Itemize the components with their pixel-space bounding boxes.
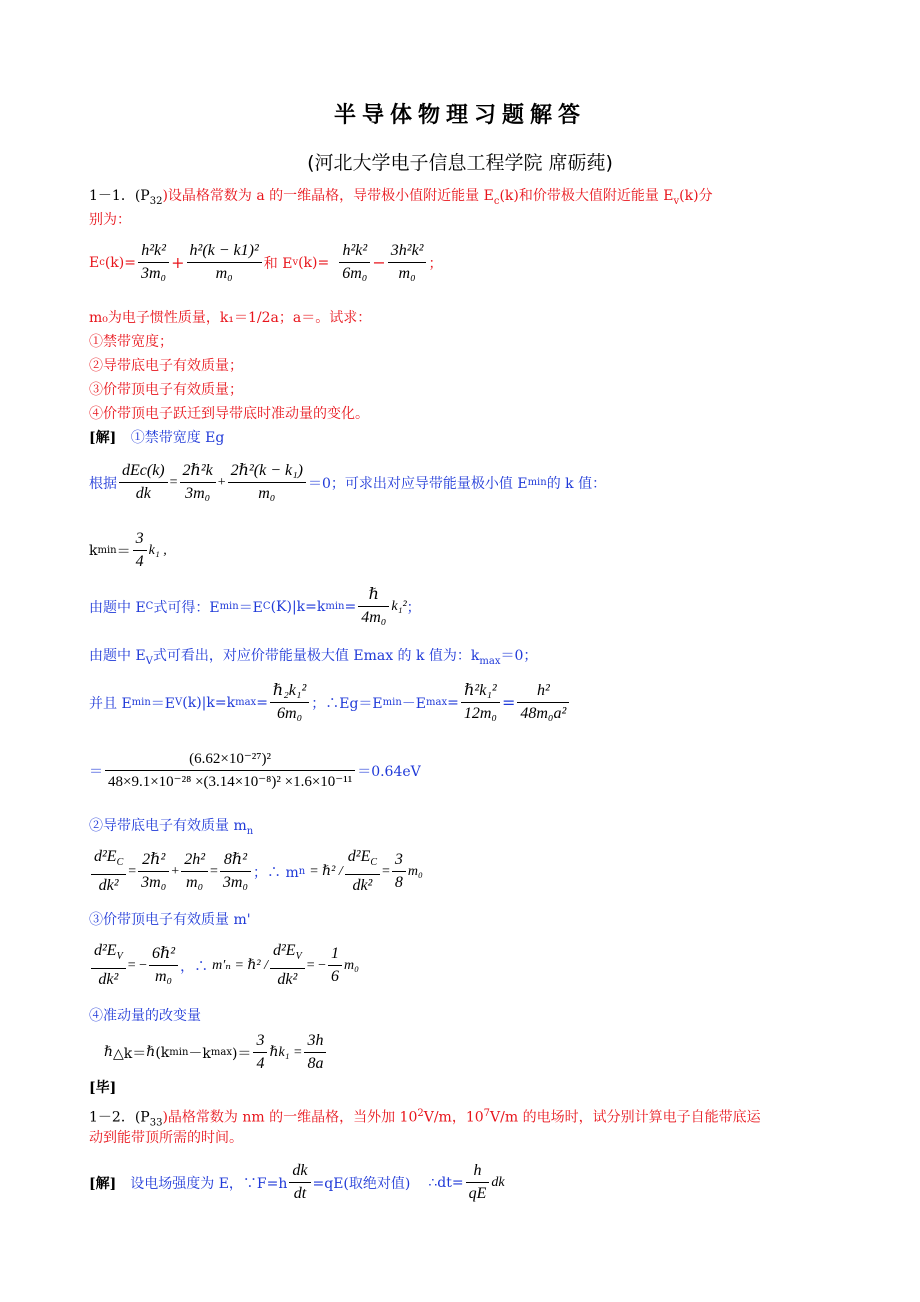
problem-1-intro: 1－1．$(P_{32})$设晶格常数为 a 的一维晶格，导带极小值附近能量 $E_c(k)$和价带极大值附近能量 $E_v(k)$分 [89, 188, 713, 207]
emin-fraction: $\frac{\text{ℏ}}{\text{4m₀}}$ [358, 584, 389, 629]
ec-label-tail: (k)= [104, 254, 136, 271]
mn-term3: $\frac{\text{8ℏ²}}{\text{3m₀}}$ [220, 849, 251, 894]
solution-2-line: [解] 设电场强度为 E，∵F=h $\frac{dk}{dt}$ =qE(取绝对值) ∴dt= $\frac{h}{qE}$ dk [89, 1160, 505, 1205]
eg-fraction-2: $\frac{\text{h²}}{\text{48m₀a²}}$ [517, 680, 569, 725]
eg-numeric-fraction: $\frac{\text{(6.62×10⁻²⁷)²}}{\text{48×9.1×10⁻²⁸ ×(3.14×10⁻⁸)² ×1.6×10⁻¹¹}}$ [105, 748, 355, 793]
emax-line: 由题中 $E_V$式可看出，对应价带能量极大值 Emax 的 k 值为：$k_{max}=0$； [89, 648, 538, 667]
solution-2-label: [解] [89, 1175, 117, 1192]
kmin-equation: k min ＝ $\frac{3}{4}$ k₁ , [89, 528, 167, 573]
question-2: ②导带底电子有效质量； [89, 358, 243, 374]
mp-therefore: ，∴ [180, 958, 209, 975]
from-ev-label: 由题中 E [89, 648, 146, 664]
ec-label: E [89, 254, 100, 271]
page-title: 半导体物理习题解答 [333, 102, 586, 128]
solution-1-header [89, 428, 224, 448]
energy-formulas: E c (k)= $\frac{\text{h²k²}}{\text{3m₀}}$ + $\frac{\text{h²(k − k1)²}}{\text{m₀}}$ 和 E v (k)= $\frac{\text{h²k²}}{\text{6m₀}}$ − $\frac{\text{3h²k²}}{\text{m₀}}$ ； [89, 240, 442, 285]
from-ec-tail2: ＝E [238, 599, 263, 616]
mn-therefore: ；∴ m [253, 864, 299, 881]
problem-2-text-b: V/m，10 [423, 1109, 484, 1126]
therefore-eg: ；∴Eg＝E [311, 695, 383, 712]
dec-dk: $\frac{\text{dEc(k)}}{dk}$ [119, 460, 168, 505]
d2ev-dk2: $\frac{d^2E_V}{\text{dk²}}$ [91, 940, 126, 991]
therefore-eg2: －E [401, 695, 427, 712]
dk-dt: $\frac{dk}{dt}$ [289, 1160, 310, 1205]
from-ec-tail3: (K)|k=k [270, 598, 326, 615]
momentum-k1: (k [155, 1044, 170, 1061]
basis-tail: ＝0；可求出对应导带能量极小值 E [307, 475, 528, 492]
and-then-tail2: (k)|k=k [182, 694, 236, 711]
from-ev-tail2: ＝0； [500, 648, 538, 664]
problem-1-text-a: )设晶格常数为 a 的一维晶格，导带极小值附近能量 E [162, 188, 494, 204]
problem-1-intro-line2: 别为： [89, 212, 131, 228]
ec-term1: $\frac{\text{h²k²}}{\text{3m₀}}$ [138, 240, 169, 285]
h-qe: $\frac{h}{qE}$ [466, 1160, 490, 1205]
basis-tail2: 的 k 值： [546, 475, 607, 492]
mn-d2ec: $\frac{d^2E_C}{\text{dk²}}$ [345, 846, 380, 897]
ev-label-tail: (k)= [298, 254, 330, 271]
and-then-label: 并且 E [89, 695, 132, 712]
eg-numeric [89, 748, 421, 793]
emin-equation: 由题中 E C 式可得：E min ＝E C (K)|k=k min = $\frac{\text{ℏ}}{\text{4m₀}}$ k₁² ； [89, 584, 421, 629]
question-3: ③价带顶电子有效质量； [89, 382, 243, 398]
momentum-k2: －k [188, 1045, 211, 1062]
and-then-tail3: = [256, 694, 268, 711]
solution-2-text-c: ∴dt= [428, 1174, 464, 1191]
derivative-equation: 根据 $\frac{\text{dEc(k)}}{dk}$ = $\frac{\text{2ℏ²k}}{\text{3m₀}}$ + $\frac{\text{2ℏ²(k − k₁)}}{\text{m₀}}$ ＝0；可求出对应导带能量极小值 E min 的 k 值： [89, 460, 606, 505]
step-4-heading: ④准动量的改变量 [89, 1008, 201, 1024]
deriv-term1: $\frac{\text{2ℏ²k}}{\text{3m₀}}$ [180, 460, 216, 505]
problem-1-page: 32 [149, 195, 163, 207]
eg-result: ＝0.64eV [357, 763, 421, 780]
step-2-heading: ②导带底电子有效质量 $m_n$ [89, 818, 254, 837]
problem-1-number: 1－1．(P [89, 188, 150, 204]
solution-2-text-b: =qE(取绝对值) [312, 1175, 411, 1192]
eg-equation: 并且 E min ＝E V (k)|k=k max = $\frac{\text{ℏ₂k₁²}}{\text{6m₀}}$ ；∴Eg＝E min －E max = $\frac{\text{ℏ²k₁²}}{\text{12m₀}}$ = $\frac{\text{h²}}{\text{48m₀a²}}$ [89, 680, 571, 725]
from-ec-tail: 式可得：E [153, 599, 220, 616]
from-ec-label: 由题中 E [89, 599, 146, 616]
momentum-k3: )＝ [231, 1045, 252, 1062]
problem-2-intro-line2: 动到能带顶所需的时间。 [89, 1130, 243, 1146]
basis-label: 根据 [89, 475, 117, 492]
momentum-equation: ℏ △k＝ ℏ (k min －k max )＝ $\frac{3}{4}$ ℏk₁ = $\frac{3h}{8a}$ [104, 1030, 328, 1075]
step-2-label: ②导带底电子有效质量 m [89, 818, 247, 834]
mn-result-fraction: $\frac{3}{8}$ [392, 849, 406, 894]
mp-equation: $\frac{d^2E_V}{\text{dk²}}$ = − $\frac{\text{6ℏ²}}{\text{m₀}}$ ，∴ m′ₙ = ℏ² / $\frac{d^2E_V}{\text{dk²}}$ = − $\frac{1}{6}$ m₀ [89, 940, 359, 991]
result-equals: ＝ [89, 763, 103, 780]
therefore-eg3: = [447, 694, 459, 711]
question-4: ④价带顶电子跃迁到导带底时准动量的变化。 [89, 406, 369, 422]
mp-d2ev: $\frac{d^2E_V}{\text{dk²}}$ [270, 940, 305, 991]
problem-2-number: 1－2．(P [89, 1109, 150, 1126]
problem-2-page: 33 [149, 1117, 163, 1129]
solution-label: [解] [89, 430, 117, 446]
step-1-heading: ①禁带宽度 Eg [130, 430, 225, 446]
m0-line: m₀为电子惯性质量，k₁＝1/2a；a＝。试求： [89, 310, 372, 326]
ev-term1: $\frac{\text{h²k²}}{\text{6m₀}}$ [339, 240, 370, 285]
kmin-fraction: $\frac{3}{4}$ [133, 528, 147, 573]
and-label: 和 E [263, 255, 293, 272]
solution-2-text-a: 设电场强度为 E，∵F=h [130, 1175, 288, 1192]
ec-term2: $\frac{\text{h²(k − k1)²}}{\text{m₀}}$ [187, 240, 262, 285]
problem-2-intro: 1－2．$(P_{33})$晶格常数为 nm 的一维晶格，当外加 $10^2V/m$，$10^7V/m$ 的电场时，试分别计算电子自能带底运 [89, 1108, 761, 1129]
problem-1-text-c: (k)分 [679, 188, 713, 204]
emax-fraction: $\frac{\text{ℏ₂k₁²}}{\text{6m₀}}$ [270, 680, 309, 725]
mp-result-fraction: $\frac{1}{6}$ [328, 943, 342, 988]
ev-term2: $\frac{\text{3h²k²}}{\text{m₀}}$ [388, 240, 427, 285]
end-marker: [毕] [89, 1080, 117, 1096]
momentum-fraction-1: $\frac{3}{4}$ [253, 1030, 267, 1075]
page-subtitle: (河北大学电子信息工程学院 席砺莼) [307, 152, 613, 174]
question-1: ①禁带宽度； [89, 334, 173, 350]
mn-term1: $\frac{\text{2ℏ²}}{\text{3m₀}}$ [138, 849, 169, 894]
eg-fraction-1: $\frac{\text{ℏ²k₁²}}{\text{12m₀}}$ [461, 680, 500, 725]
deriv-term2: $\frac{\text{2ℏ²(k − k₁)}}{\text{m₀}}$ [228, 460, 306, 505]
momentum-delta: △k＝ [113, 1045, 147, 1062]
problem-2-text-a: )晶格常数为 nm 的一维晶格，当外加 10 [162, 1109, 418, 1126]
kmin-equals: ＝ [116, 543, 131, 560]
kmin-label: k [89, 542, 98, 559]
step-3-heading: ③价带顶电子有效质量 m' [89, 912, 251, 928]
momentum-fraction-2: $\frac{3h}{8a}$ [304, 1030, 326, 1075]
mn-equation: $\frac{d^2E_C}{\text{dk²}}$ = $\frac{\text{2ℏ²}}{\text{3m₀}}$ + $\frac{\text{2h²}}{\text{m₀}}$ = $\frac{\text{8ℏ²}}{\text{3m₀}}$ ；∴ m n = ℏ² / $\frac{d^2E_C}{\text{dk²}}$ = $\frac{3}{8}$ m₀ [89, 846, 423, 897]
problem-2-text-c: V/m 的电场时，试分别计算电子自能带底运 [490, 1109, 761, 1126]
and-then-tail: ＝E [150, 695, 176, 712]
mn-term2: $\frac{\text{2h²}}{\text{m₀}}$ [181, 849, 208, 894]
d2ec-dk2: $\frac{d^2E_C}{\text{dk²}}$ [91, 846, 126, 897]
problem-1-text-b: (k)和价带极大值附近能量 E [499, 188, 674, 204]
from-ev-tail: 式可看出，对应价带能量极大值 Emax 的 k 值为：k [152, 648, 480, 664]
from-ec-tail4: = [344, 598, 357, 615]
mp-term: $\frac{\text{6ℏ²}}{\text{m₀}}$ [149, 943, 178, 988]
